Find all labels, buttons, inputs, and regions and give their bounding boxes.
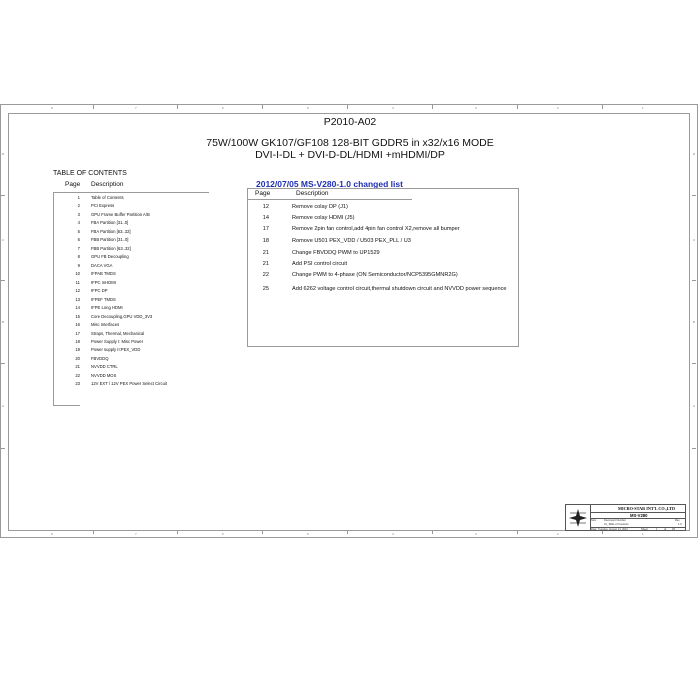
toc-description: IFPEF TMDS bbox=[91, 296, 116, 302]
change-page-header: Page bbox=[255, 190, 271, 197]
toc-row bbox=[53, 364, 213, 372]
border-tick bbox=[93, 530, 94, 534]
model-name: MS-V280 bbox=[630, 513, 648, 518]
change-list-divider bbox=[247, 199, 412, 200]
toc-row bbox=[53, 381, 213, 389]
toc-row bbox=[53, 220, 213, 228]
border-tick bbox=[262, 530, 263, 534]
rev-value: 1.0 bbox=[678, 522, 682, 526]
toc-row bbox=[53, 288, 213, 296]
change-description: Romove U501 PEX_VDD / U503 PEX_PLL / U3 bbox=[292, 238, 411, 244]
toc-page-number: 9 bbox=[77, 262, 80, 268]
zone-row-label: D bbox=[693, 152, 696, 156]
doc-number-label: Document Number bbox=[604, 519, 626, 522]
toc-row bbox=[53, 373, 213, 381]
change-list-heading: 2012/07/05 MS-V280-1.0 changed list bbox=[256, 179, 403, 189]
change-page-number: 25 bbox=[262, 286, 269, 292]
zone-row-label: A bbox=[693, 404, 696, 408]
toc-row bbox=[53, 212, 213, 220]
zone-column-label: 1 bbox=[642, 106, 644, 110]
zone-row-label: B bbox=[693, 320, 696, 324]
border-tick bbox=[1, 195, 5, 196]
toc-page-number: 12 bbox=[75, 288, 80, 294]
zone-row-label: D bbox=[2, 152, 5, 156]
msi-logo-icon bbox=[568, 508, 588, 528]
border-tick bbox=[692, 363, 696, 364]
zone-column-label: 4 bbox=[392, 532, 394, 536]
rev-label: Rev bbox=[675, 519, 680, 522]
toc-description: DACA VGA bbox=[91, 262, 113, 268]
border-tick bbox=[432, 530, 433, 534]
toc-description: 12V EXT / 12V PEX Power Select Circuit bbox=[91, 381, 168, 387]
toc-description: FBVDDQ bbox=[91, 355, 109, 361]
toc-row bbox=[53, 254, 213, 262]
toc-bottom-rule bbox=[53, 405, 80, 406]
border-tick bbox=[347, 105, 348, 109]
border-tick bbox=[692, 195, 696, 196]
toc-page-number: 6 bbox=[77, 237, 80, 243]
toc-row bbox=[53, 246, 213, 254]
change-page-number: 21 bbox=[262, 250, 269, 256]
toc-row bbox=[53, 356, 213, 364]
toc-description: FBA Partition [63..32] bbox=[91, 228, 131, 234]
date-value: Tuesday, August 14, 2012 bbox=[598, 528, 628, 531]
toc-page-number: 15 bbox=[75, 313, 80, 319]
toc-page-number: 21 bbox=[75, 364, 80, 370]
board-number: P2010-A02 bbox=[323, 116, 377, 128]
change-description: Add PSI control circuit bbox=[292, 261, 348, 267]
toc-description: IFPE Long HDMI bbox=[91, 305, 123, 311]
toc-row bbox=[53, 297, 213, 305]
toc-page-number: 10 bbox=[75, 271, 80, 277]
zone-column-label: 3 bbox=[475, 106, 477, 110]
toc-row bbox=[53, 280, 213, 288]
toc-row bbox=[53, 331, 213, 339]
zone-column-label: 7 bbox=[135, 106, 137, 110]
toc-row bbox=[53, 314, 213, 322]
of-label: of bbox=[664, 528, 667, 531]
toc-row bbox=[53, 339, 213, 347]
toc-page-number: 23 bbox=[75, 381, 80, 387]
toc-page-number: 16 bbox=[75, 322, 80, 328]
border-tick bbox=[1, 280, 5, 281]
change-page-number: 17 bbox=[262, 226, 269, 232]
toc-description-header: Description bbox=[91, 181, 124, 188]
toc-description: Straps, Thermal, Mechanical bbox=[91, 330, 145, 336]
change-description: Remove colay DP (J1) bbox=[292, 204, 348, 210]
zone-column-label: 5 bbox=[307, 106, 309, 110]
toc-divider bbox=[53, 192, 209, 193]
toc-description: FBB Partition [31..0] bbox=[91, 237, 129, 243]
toc-description: Misc Interfaces bbox=[91, 322, 120, 328]
zone-column-label: 1 bbox=[642, 532, 644, 536]
toc-row bbox=[53, 322, 213, 330]
change-description-header: Description bbox=[296, 190, 329, 197]
border-tick bbox=[177, 105, 178, 109]
change-page-number: 21 bbox=[262, 261, 269, 267]
border-tick bbox=[432, 105, 433, 109]
change-page-number: 12 bbox=[262, 204, 269, 210]
border-tick bbox=[262, 105, 263, 109]
border-tick bbox=[692, 280, 696, 281]
zone-column-label: 2 bbox=[557, 532, 559, 536]
toc-page-number: 19 bbox=[75, 347, 80, 353]
toc-page-number: 14 bbox=[75, 305, 80, 311]
toc-row bbox=[53, 237, 213, 245]
date-label: Date: bbox=[591, 528, 598, 531]
toc-page-number: 22 bbox=[75, 372, 80, 378]
border-tick bbox=[93, 105, 94, 109]
toc-page-number: 13 bbox=[75, 296, 80, 302]
toc-row bbox=[53, 305, 213, 313]
change-description: Remove colay HDMI (J5) bbox=[292, 215, 355, 221]
toc-page-number: 5 bbox=[77, 228, 80, 234]
doc-number-value: 01_Table of Contents bbox=[604, 522, 629, 526]
toc-heading: TABLE OF CONTENTS bbox=[53, 170, 127, 177]
border-tick bbox=[347, 530, 348, 534]
toc-description: FBB Partition [63..32] bbox=[91, 245, 131, 251]
toc-description: Table of Contents bbox=[91, 195, 124, 200]
toc-row bbox=[53, 347, 213, 355]
zone-column-label: 8 bbox=[51, 532, 53, 536]
toc-page-number: 2 bbox=[77, 203, 80, 209]
toc-description: Core Decoupling,GPU VDD_3V3 bbox=[91, 313, 153, 319]
toc-description: Power supply II:PEX_VDD bbox=[91, 347, 141, 353]
toc-row bbox=[53, 195, 213, 203]
zone-column-label: 6 bbox=[222, 532, 224, 536]
board-spec-line: 75W/100W GK107/GF108 128-BIT GDDR5 in x32/x16 MODE bbox=[206, 137, 494, 149]
zone-column-label: 2 bbox=[557, 106, 559, 110]
toc-description: IFPC mHDMI bbox=[91, 279, 116, 285]
toc-page-number: 1 bbox=[77, 195, 80, 200]
zone-column-label: 4 bbox=[392, 106, 394, 110]
toc-page-number: 7 bbox=[77, 245, 80, 251]
toc-page-number: 8 bbox=[77, 254, 80, 260]
toc-page-number: 18 bbox=[75, 338, 80, 344]
toc-description: IFPAB TMDS bbox=[91, 271, 116, 277]
border-tick bbox=[1, 363, 5, 364]
board-output-line: DVI-I-DL + DVI-D-DL/HDMI +mHDMI/DP bbox=[255, 149, 445, 161]
border-tick bbox=[517, 530, 518, 534]
zone-row-label: B bbox=[2, 320, 5, 324]
zone-row-label: C bbox=[2, 238, 5, 242]
toc-row bbox=[53, 263, 213, 271]
toc-row bbox=[53, 271, 213, 279]
border-tick bbox=[602, 105, 603, 109]
sheet-label: Sheet bbox=[641, 528, 648, 531]
company-name: MICRO-STAR INT'L CO.,LTD bbox=[618, 506, 676, 511]
change-page-number: 14 bbox=[262, 215, 269, 221]
change-description: Remove 2pin fan control,add 4pin fan control X2,remove all bumper bbox=[292, 226, 460, 232]
change-description: Change PWM to 4-phase (ON Semiconductor/NCP5395GMNR2G) bbox=[292, 272, 458, 278]
change-description: Change FBVDDQ PWM to UP1529 bbox=[292, 250, 380, 256]
border-tick bbox=[692, 448, 696, 449]
sheet-value: 1 bbox=[656, 528, 658, 531]
toc-description: NVVDD CTRL bbox=[91, 364, 118, 370]
zone-column-label: 5 bbox=[307, 532, 309, 536]
toc-description: PCI Express bbox=[91, 203, 115, 209]
of-value: 25 bbox=[672, 528, 675, 531]
zone-row-label: A bbox=[2, 404, 5, 408]
toc-page-number: 4 bbox=[77, 220, 80, 226]
size-label: Size bbox=[591, 519, 597, 522]
toc-description: FBA Partition [31..0] bbox=[91, 220, 129, 226]
toc-page-number: 17 bbox=[75, 330, 80, 336]
toc-page-number: 20 bbox=[75, 355, 80, 361]
toc-description: IFPC DP bbox=[91, 288, 108, 294]
toc-page-header: Page bbox=[65, 181, 81, 188]
toc-page-number: 3 bbox=[77, 211, 80, 217]
zone-column-label: 6 bbox=[222, 106, 224, 110]
change-description: Add 6262 voltage control circuit,thermal shutdown circuit and NVVDD power sequence bbox=[292, 286, 507, 292]
toc-description: GPU FB Decoupling bbox=[91, 254, 129, 260]
toc-row bbox=[53, 203, 213, 211]
change-page-number: 18 bbox=[262, 238, 269, 244]
toc-description: GPU Frame Buffer Partition A/B bbox=[91, 211, 150, 217]
border-tick bbox=[1, 448, 5, 449]
zone-column-label: 3 bbox=[475, 532, 477, 536]
change-page-number: 22 bbox=[262, 272, 269, 278]
change-list-box bbox=[247, 188, 519, 347]
zone-column-label: 7 bbox=[135, 532, 137, 536]
toc-row bbox=[53, 229, 213, 237]
border-tick bbox=[517, 105, 518, 109]
toc-description: NVVDD MOS bbox=[91, 372, 117, 378]
zone-row-label: C bbox=[693, 238, 696, 242]
border-tick bbox=[177, 530, 178, 534]
zone-column-label: 8 bbox=[51, 106, 53, 110]
title-block bbox=[565, 504, 686, 531]
toc-description: Power Supply I: Misc Power bbox=[91, 338, 144, 344]
toc-page-number: 11 bbox=[75, 279, 80, 285]
